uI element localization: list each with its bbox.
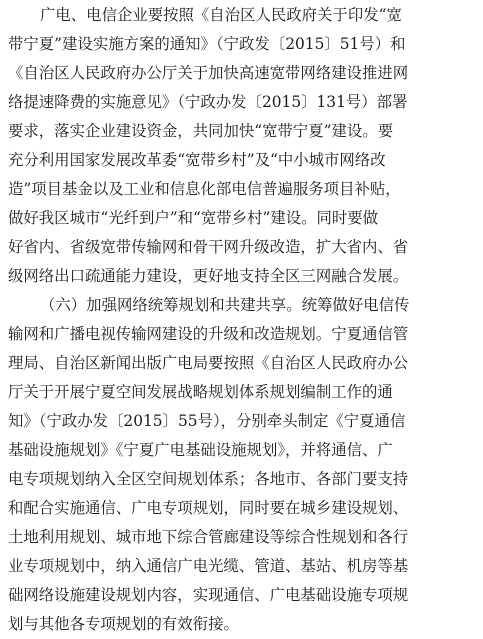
- paragraph-1-line-2: 带宁夏”建设实施方案的通知》（宁政发〔2015〕51号）和: [8, 35, 406, 53]
- paragraph-2-line-12: 划与其他各专项规划的有效衔接。: [8, 615, 239, 633]
- paragraph-2-line-7: 电专项规划纳入全区空间规划体系；各地市、各部门要支持: [8, 470, 409, 488]
- paragraph-2-line-6: 基础设施规划》《宁夏广电基础设施规划》，并将通信、广: [8, 441, 393, 459]
- paragraph-1-line-3: 《自治区人民政府办公厅关于加快高速宽带网络建设推进网: [8, 64, 409, 82]
- paragraph-2-line-10: 业专项规划中，纳入通信广电光缆、管道、基站、机房等基: [8, 557, 409, 575]
- paragraph-2-line-11: 础网络设施建设规划内容，实现通信、广电基础设施专项规: [8, 586, 409, 604]
- paragraph-2-line-3: 理局、自治区新闻出版广电局要按照《自治区人民政府办公: [8, 354, 409, 372]
- paragraph-2-line-8: 和配合实施通信、广电专项规划，同时要在城乡建设规划、: [8, 499, 409, 517]
- paragraph-1-line-9: 好省内、省级宽带传输网和骨干网升级改造，扩大省内、省: [8, 238, 409, 256]
- paragraph-1-line-8: 做好我区城市“光纤到户”和“宽带乡村”建设。同时要做: [8, 209, 379, 227]
- paragraph-1-line-4: 络提速降费的实施意见》（宁政办发〔2015〕131号）部署: [8, 93, 408, 111]
- paragraph-2-line-5: 知》（宁政办发〔2015〕55号），分别牵头制定《宁夏通信: [8, 412, 406, 430]
- paragraph-2-line-9: 土地利用规划、城市地下综合管廊建设等综合性规划和各行: [8, 528, 409, 546]
- paragraph-2-line-4: 厅关于开展宁夏空间发展战略规划体系规划编制工作的通: [8, 383, 393, 401]
- paragraph-1-line-5: 要求，落实企业建设资金，共同加快“宽带宁夏”建设。要: [8, 122, 394, 140]
- paragraph-1-line-1: 广电、电信企业要按照《自治区人民政府关于印发“宽: [40, 6, 402, 24]
- paragraph-1-line-7: 造”项目基金以及工业和信息化部电信普遍服务项目补贴，: [8, 180, 401, 198]
- paragraph-2-line-1: （六）加强网络统筹规划和共建共享。统筹做好电信传: [40, 296, 410, 314]
- paragraph-2-line-2: 输网和广播电视传输网建设的升级和改造规划。宁夏通信管: [8, 325, 409, 343]
- paragraph-1-line-10: 级网络出口疏通能力建设，更好地支持全区三网融合发展。: [8, 267, 409, 285]
- paragraph-1-line-6: 充分利用国家发展改革委“宽带乡村”及“中小城市网络改: [8, 151, 386, 169]
